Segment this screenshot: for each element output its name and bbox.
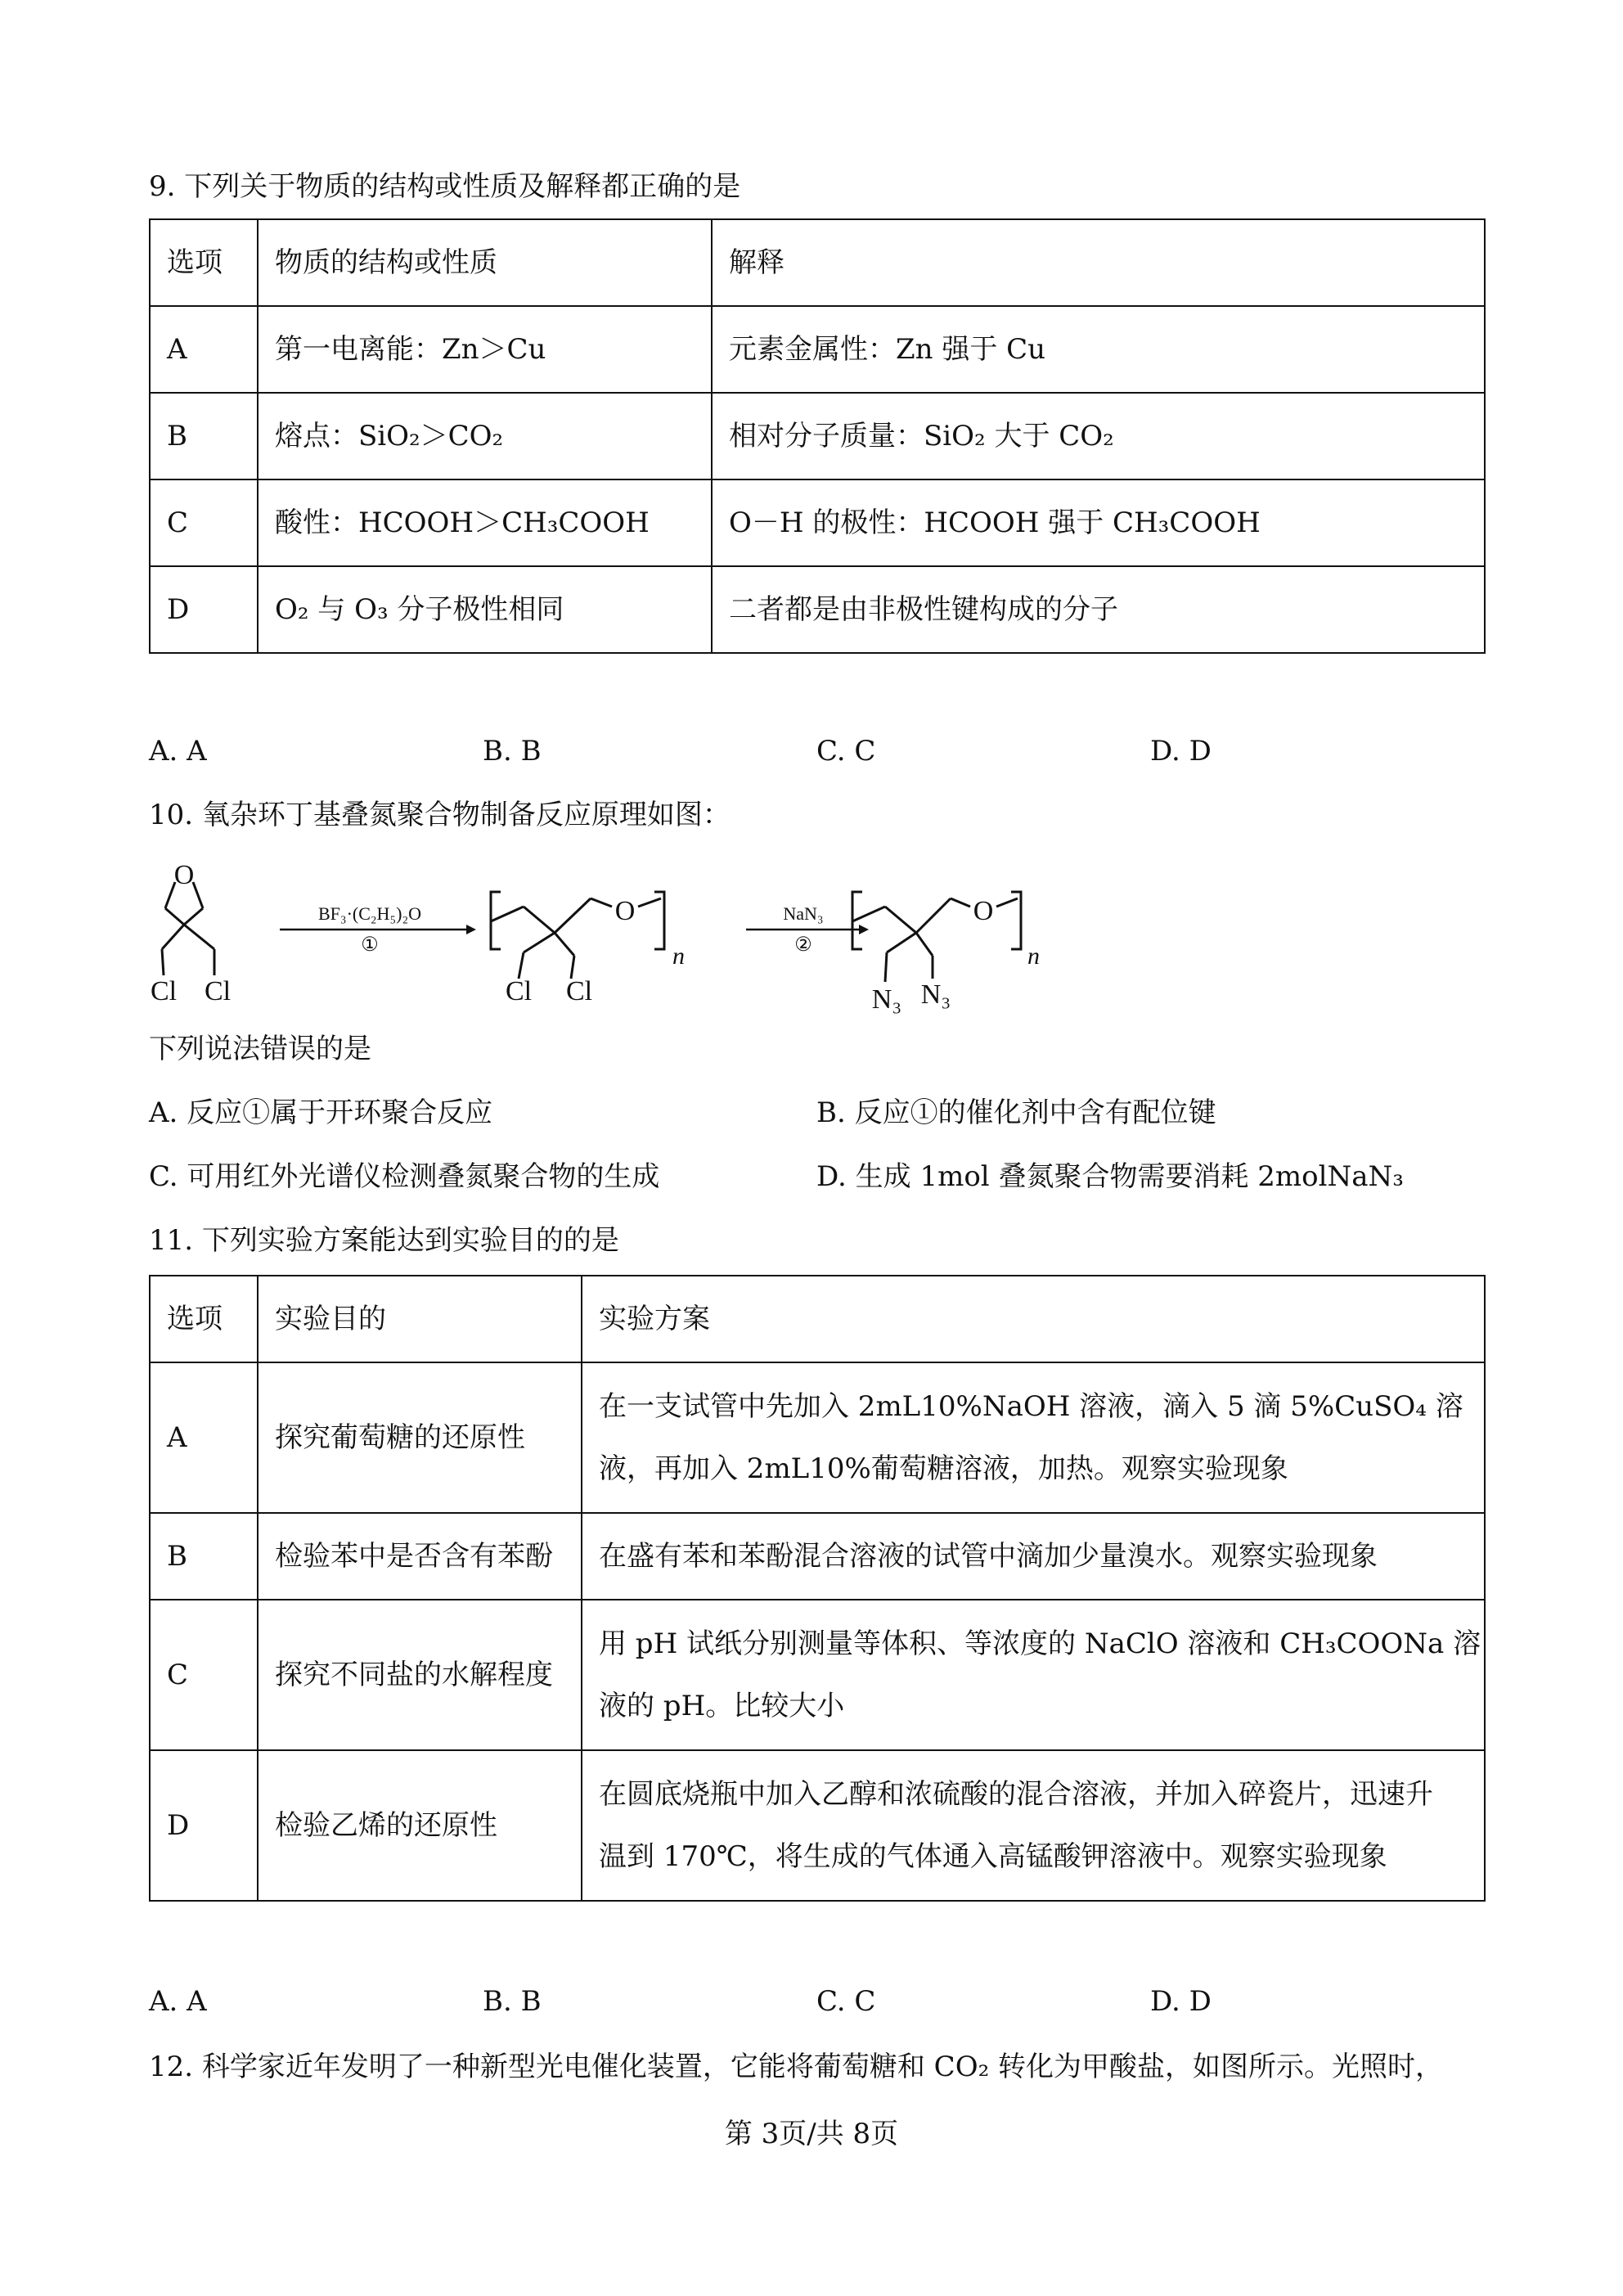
q11-stem: 11. 下列实验方案能达到实验目的的是 (149, 1224, 619, 1257)
row-property: O₂ 与 O₃ 分子极性相同 (258, 566, 712, 653)
q11-table (149, 1275, 1486, 1902)
plan-line: 在一支试管中先加入 2mL10%NaOH 溶液，滴入 5 滴 5%CuSO₄ 溶 (599, 1390, 1463, 1423)
header-property: 物质的结构或性质 (258, 219, 712, 306)
reagent-label: NaN₃ (783, 903, 824, 924)
header-option: 选项 (150, 1276, 258, 1362)
atom-cl: Cl (505, 976, 533, 1006)
option-b[interactable]: B. 反应①的催化剂中含有配位键 (816, 1096, 1216, 1129)
q9-stem: 9. 下列关于物质的结构或性质及解释都正确的是 (149, 170, 741, 203)
choice-d[interactable]: D. D (1150, 735, 1212, 768)
plan-line: 在圆底烧瓶中加入乙醇和浓硫酸的混合溶液，并加入碎瓷片，迅速升 (599, 1778, 1433, 1811)
table-row (150, 393, 1485, 479)
header-explanation: 解释 (712, 219, 1485, 306)
option-c[interactable]: C. 可用红外光谱仪检测叠氮聚合物的生成 (149, 1160, 660, 1193)
reagent-label: BF₃·(C₂H₅)₂O (317, 903, 422, 924)
row-option: D (150, 566, 258, 653)
row-explanation: 二者都是由非极性键构成的分子 (712, 566, 1485, 653)
row-plan: 在盛有苯和苯酚混合溶液的试管中滴加少量溴水。观察实验现象 (582, 1513, 1485, 1600)
table-row (150, 1362, 1485, 1513)
step-label: ② (794, 934, 812, 956)
atom-o: O (614, 896, 636, 926)
oxetane-monomer (162, 882, 214, 975)
azide-group: N₃ (920, 979, 951, 1010)
header-goal: 实验目的 (258, 1276, 582, 1362)
table-header-row (150, 1276, 1485, 1362)
atom-o: O (973, 896, 994, 926)
atom-o: O (173, 860, 195, 890)
atom-cl: Cl (150, 976, 178, 1006)
q12-stem: 12. 科学家近年发明了一种新型光电催化装置，它能将葡萄糖和 CO₂ 转化为甲酸盐，如图所示。光照时， (149, 2051, 1444, 2083)
choice-c[interactable]: C. C (816, 735, 876, 768)
row-goal: 探究葡萄糖的还原性 (258, 1362, 582, 1513)
header-option: 选项 (150, 219, 258, 306)
azide-group: N₃ (871, 984, 902, 1015)
q10-stem: 10. 氧杂环丁基叠氮聚合物制备反应原理如图： (149, 799, 731, 831)
table-header-row (150, 219, 1485, 306)
option-d[interactable]: D. 生成 1mol 叠氮聚合物需要消耗 2molNaN₃ (816, 1160, 1404, 1193)
table-row (150, 479, 1485, 566)
choice-a[interactable]: A. A (149, 1985, 207, 2018)
row-explanation: 相对分子质量：SiO₂ 大于 CO₂ (712, 393, 1485, 479)
q9-table (149, 218, 1486, 654)
row-goal: 检验乙烯的还原性 (258, 1750, 582, 1901)
q10-question: 下列说法错误的是 (149, 1033, 371, 1065)
row-option: A (150, 306, 258, 393)
row-plan (582, 1362, 1485, 1513)
row-option: D (150, 1750, 258, 1901)
polymer-subscript-n: n (672, 943, 685, 970)
atom-cl: Cl (565, 976, 593, 1006)
step-label: ① (361, 934, 379, 956)
arrow-head (859, 925, 869, 934)
table-row (150, 306, 1485, 393)
row-option: B (150, 1513, 258, 1600)
plan-line: 温到 170℃，将生成的气体通入高锰酸钾溶液中。观察实验现象 (599, 1840, 1387, 1873)
row-property: 第一电离能：Zn＞Cu (258, 306, 712, 393)
row-plan (582, 1600, 1485, 1750)
choice-a[interactable]: A. A (149, 735, 207, 768)
row-plan (582, 1750, 1485, 1901)
row-property: 熔点：SiO₂＞CO₂ (258, 393, 712, 479)
choice-c[interactable]: C. C (816, 1985, 876, 2018)
table-row (150, 1513, 1485, 1600)
arrow-head (466, 925, 476, 934)
row-option: C (150, 1600, 258, 1750)
plan-line: 液，再加入 2mL10%葡萄糖溶液，加热。观察实验现象 (599, 1452, 1288, 1485)
choice-b[interactable]: B. B (483, 1985, 542, 2018)
table-row (150, 566, 1485, 653)
plan-line: 用 pH 试纸分别测量等体积、等浓度的 NaClO 溶液和 CH₃COONa 溶 (599, 1627, 1481, 1660)
row-explanation: O－H 的极性：HCOOH 强于 CH₃COOH (712, 479, 1485, 566)
azido-polymer (852, 892, 1021, 982)
row-property: 酸性：HCOOH＞CH₃COOH (258, 479, 712, 566)
table-row (150, 1750, 1485, 1901)
row-explanation: 元素金属性：Zn 强于 Cu (712, 306, 1485, 393)
plan-line: 液的 pH。比较大小 (599, 1690, 845, 1722)
choice-b[interactable]: B. B (483, 735, 542, 768)
choice-d[interactable]: D. D (1150, 1985, 1212, 2018)
row-option: A (150, 1362, 258, 1513)
table-row (150, 1600, 1485, 1750)
row-goal: 检验苯中是否含有苯酚 (258, 1513, 582, 1600)
row-option: C (150, 479, 258, 566)
atom-cl: Cl (204, 976, 232, 1006)
row-goal: 探究不同盐的水解程度 (258, 1600, 582, 1750)
polymer-subscript-n: n (1027, 943, 1040, 970)
reaction-scheme (149, 859, 1065, 1015)
header-plan: 实验方案 (582, 1276, 1485, 1362)
chloro-polymer (491, 892, 664, 979)
row-option: B (150, 393, 258, 479)
page-footer: 第 3页/共 8页 (724, 2118, 899, 2150)
option-a[interactable]: A. 反应①属于开环聚合反应 (149, 1096, 493, 1129)
